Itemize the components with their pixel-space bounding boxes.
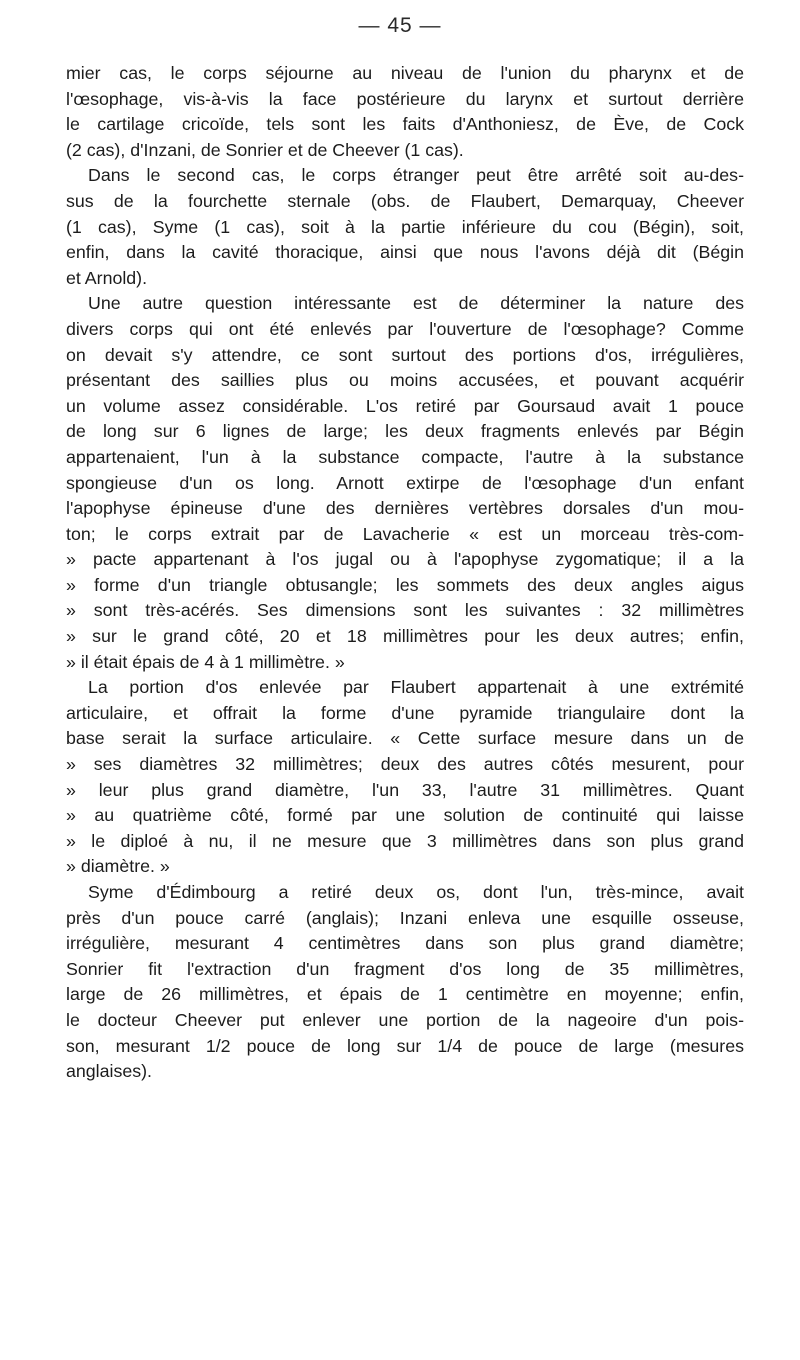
text-line: mier cas, le corps séjourne au niveau de l'union du pharynx et de: [66, 63, 744, 83]
text-line: le docteur Cheever put enlever une portion de la nageoire d'un pois-: [66, 1009, 744, 1030]
text-line: de long sur 6 lignes de large; les deux fragments enlevés par Bégin: [66, 421, 744, 442]
text-line: » forme d'un triangle obtusangle; les sommets des deux angles aigus: [66, 574, 744, 595]
text-line: articulaire, et offrait la forme d'une pyramide triangulaire dont la: [66, 702, 744, 723]
text-line: et Arnold).: [66, 267, 148, 288]
text-line: divers corps qui ont été enlevés par l'ouverture de l'œsophage? Comme: [66, 318, 744, 339]
text-line: La portion d'os enlevée par Flaubert appartenait à une extrémité: [88, 677, 744, 698]
text-line: Une autre question intéressante est de déterminer la nature des: [88, 293, 744, 314]
text-line: on devait s'y attendre, ce sont surtout des portions d'os, irrégulières,: [66, 344, 744, 365]
text-line: » au quatrième côté, formé par une solution de continuité qui laisse: [66, 805, 744, 826]
text-line: sus de la fourchette sternale (obs. de Flaubert, Demarquay, Cheever: [66, 190, 744, 211]
text-line: enfin, dans la cavité thoracique, ainsi que nous l'avons déjà dit (Bégin: [66, 242, 744, 263]
text-line: » pacte appartenant à l'os jugal ou à l'apophyse zygomatique; il a la: [66, 549, 744, 570]
text-line: » il était épais de 4 à 1 millimètre. »: [66, 651, 345, 672]
text-line: l'apophyse épineuse d'une des dernières vertèbres dorsales d'un mou-: [66, 498, 744, 519]
page-number: — 45 —: [358, 14, 442, 37]
body-text: [66, 61, 744, 1085]
text-line: base serait la surface articulaire. « Cette surface mesure dans un de: [66, 728, 744, 749]
text-line: ton; le corps extrait par de Lavacherie « est un morceau très-com-: [66, 523, 744, 544]
text-line: spongieuse d'un os long. Arnott extirpe de l'œsophage d'un enfant: [66, 472, 744, 493]
text-line: large de 26 millimètres, et épais de 1 centimètre en moyenne; enfin,: [66, 984, 744, 1005]
text-line: (1 cas), Syme (1 cas), soit à la partie inférieure du cou (Bégin), soit,: [66, 216, 744, 237]
text-line: appartenaient, l'un à la substance compacte, l'autre à la substance: [66, 446, 744, 467]
text-line: l'œsophage, vis-à-vis la face postérieure du larynx et surtout derrière: [66, 88, 744, 109]
text-line: Dans le second cas, le corps étranger peut être arrêté soit au-des-: [88, 165, 744, 186]
text-line: son, mesurant 1/2 pouce de long sur 1/4 de pouce de large (mesures: [66, 1035, 744, 1056]
text-line: Syme d'Édimbourg a retiré deux os, dont l'un, très-mince, avait: [88, 882, 744, 902]
text-line: » sont très-acérés. Ses dimensions sont les suivantes : 32 millimètres: [66, 600, 744, 621]
text-line: irrégulière, mesurant 4 centimètres dans son plus grand diamètre;: [66, 933, 744, 954]
text-line: » sur le grand côté, 20 et 18 millimètres pour les deux autres; enfin,: [66, 626, 744, 647]
text-line: » le diploé à nu, il ne mesure que 3 millimètres dans son plus grand: [66, 830, 744, 851]
text-line: » leur plus grand diamètre, l'un 33, l'autre 31 millimètres. Quant: [66, 779, 744, 800]
text-line: anglaises).: [66, 1061, 152, 1082]
text-line: près d'un pouce carré (anglais); Inzani enleva une esquille osseuse,: [66, 907, 744, 928]
text-line: (2 cas), d'Inzani, de Sonrier et de Cheever (1 cas).: [66, 139, 464, 160]
text-line: un volume assez considérable. L'os retiré par Goursaud avait 1 pouce: [66, 395, 744, 416]
text-line: » diamètre. »: [66, 856, 170, 877]
text-line: présentant des saillies plus ou moins accusées, et pouvant acquérir: [66, 370, 744, 391]
text-line: » ses diamètres 32 millimètres; deux des autres côtés mesurent, pour: [66, 754, 744, 775]
text-line: Sonrier fit l'extraction d'un fragment d'os long de 35 millimètres,: [66, 958, 744, 979]
text-line: le cartilage cricoïde, tels sont les faits d'Anthoniesz, de Ève, de Cock: [66, 114, 744, 135]
